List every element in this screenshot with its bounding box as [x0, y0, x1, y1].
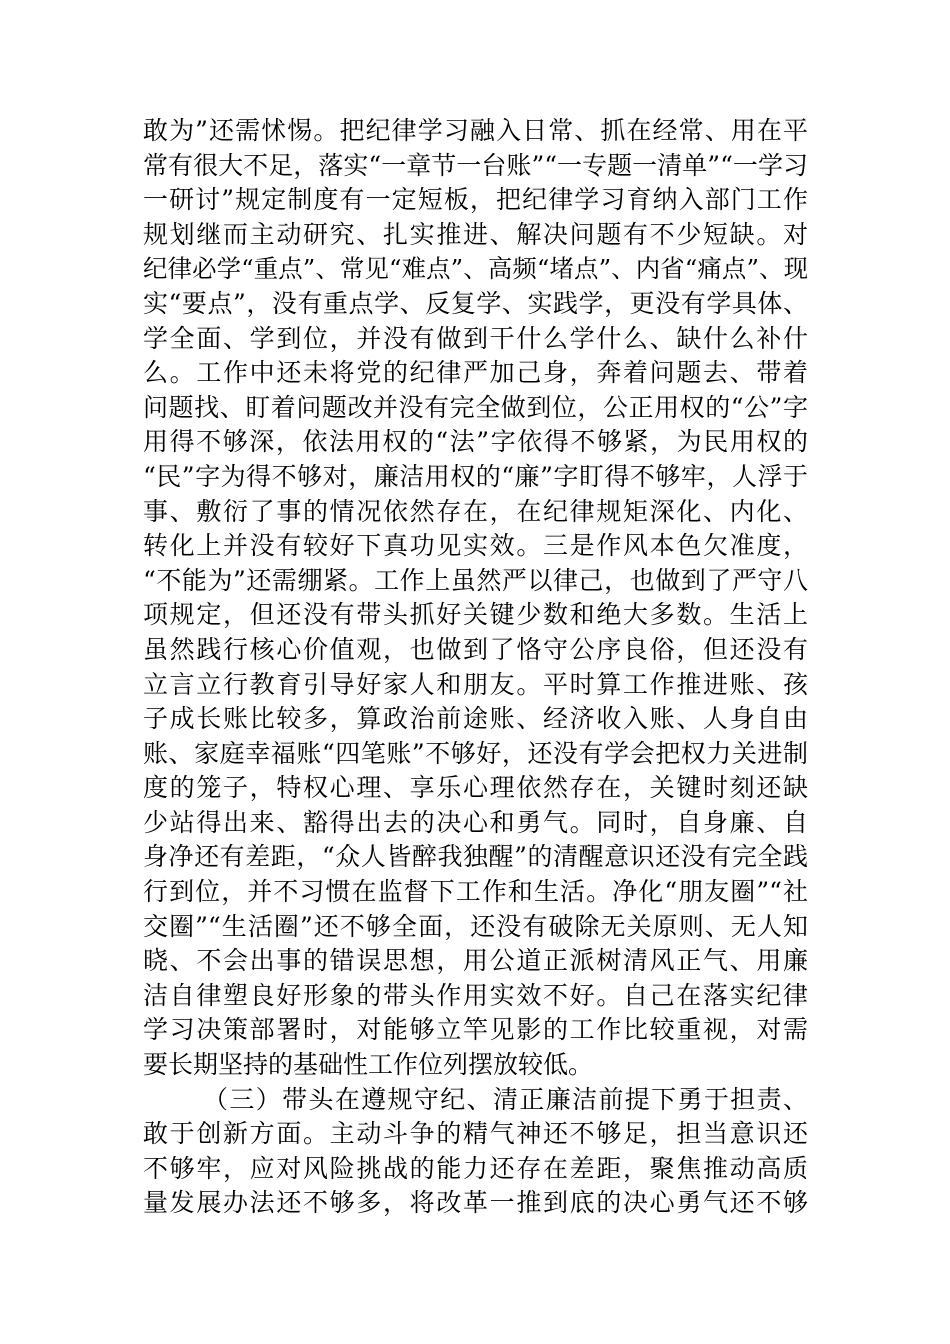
text-line: 要长期坚持的基础性工作位列摆放较低。 [143, 1050, 594, 1080]
text-line: 规划继而主动研究、扎实推进、解决问题有不少短缺。对 [143, 219, 808, 249]
text-line: 敢为”还需怵惕。把纪律学习融入日常、抓在经常、用在平 [143, 116, 808, 145]
text-line: 不够牢，应对风险挑战的能力还存在差距，聚焦推动高质 [143, 1153, 808, 1183]
document-body [143, 114, 808, 1221]
section-heading-line: （三）带头在遵规守纪、清正廉洁前提下勇于担责、 [203, 1084, 808, 1114]
text-line: 问题找、盯着问题改并没有完全做到位，公正用权的“公”字 [143, 392, 808, 422]
text-line: 度的笼子，特权心理、享乐心理依然存在，关键时刻还缺 [143, 773, 808, 803]
text-line: 么。工作中还未将党的纪律严加己身，奔着问题去、带着 [143, 358, 808, 388]
text-line: 量发展办法还不够多，将改革一推到底的决心勇气还不够 [143, 1188, 808, 1218]
text-line: 转化上并没有较好下真功见实效。三是作风本色欠准度， [143, 531, 808, 561]
text-line: 一研讨”规定制度有一定短板，把纪律学习育纳入部门工作 [143, 185, 808, 215]
text-line: 交圈”“生活圈”还不够全面，还没有破除无关原则、无人知 [143, 911, 808, 941]
text-line: 洁自律塑良好形象的带头作用实效不好。自己在落实纪律 [143, 980, 808, 1010]
text-line: “民”字为得不够对，廉洁用权的“廉”字盯得不够牢，人浮于 [143, 461, 808, 491]
text-line: 子成长账比较多，算政治前途账、经济收入账、人身自由 [143, 704, 808, 734]
text-line: 少站得出来、豁得出去的决心和勇气。同时，自身廉、自 [143, 807, 808, 837]
text-line: 项规定，但还没有带头抓好关键少数和绝大多数。生活上 [143, 600, 808, 630]
text-line: 身净还有差距，“众人皆醉我独醒”的清醒意识还没有完全践 [143, 842, 808, 872]
text-line: 实“要点”，没有重点学、反复学、实践学，更没有学具体、 [143, 288, 808, 318]
text-line: 账、家庭幸福账“四笔账”不够好，还没有学会把权力关进制 [143, 738, 808, 768]
text-line: 纪律必学“重点”、常见“难点”、高频“堵点”、内省“痛点”、现 [143, 254, 808, 284]
text-line: 虽然践行核心价值观，也做到了恪守公序良俗，但还没有 [143, 634, 808, 664]
text-line: 常有很大不足，落实“一章节一台账”“一专题一清单”“一学习 [143, 150, 808, 180]
text-line: “不能为”还需绷紧。工作上虽然严以律己，也做到了严守八 [143, 565, 808, 595]
text-line: 用得不够深，依法用权的“法”字依得不够紧，为民用权的 [143, 427, 808, 457]
text-line: 学全面、学到位，并没有做到干什么学什么、缺什么补什 [143, 323, 808, 353]
text-line: 晓、不会出事的错误思想，用公道正派树清风正气、用廉 [143, 946, 808, 976]
text-line: 事、敷衍了事的情况依然存在，在纪律规矩深化、内化、 [143, 496, 808, 526]
text-line: 立言立行教育引导好家人和朋友。平时算工作推进账、孩 [143, 669, 808, 699]
text-line: 学习决策部署时，对能够立竿见影的工作比较重视，对需 [143, 1015, 808, 1045]
text-line: 行到位，并不习惯在监督下工作和生活。净化“朋友圈”“社 [143, 877, 808, 907]
text-line: 敢于创新方面。主动斗争的精气神还不够足，担当意识还 [143, 1119, 808, 1149]
